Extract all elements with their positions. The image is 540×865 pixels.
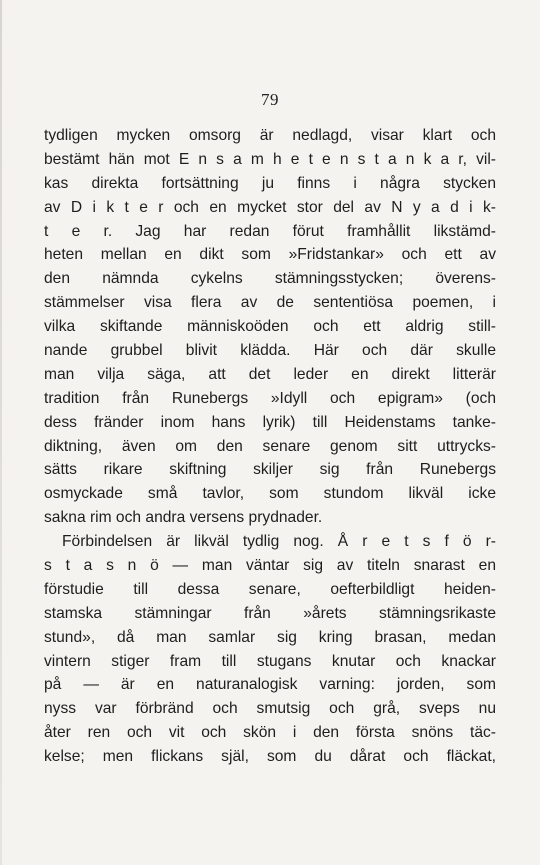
text-line: sätts rikare skiftning skiljer sig från Runebergs <box>44 461 496 479</box>
text-line: stamska stämningar från »årets stämningsrikaste <box>44 604 496 622</box>
text-line: förstudie till dessa senare, oefterbildligt heiden- <box>44 580 496 598</box>
text-line: man vilja säga, att det leder en direkt litterär <box>44 365 496 383</box>
page-edge <box>0 0 2 865</box>
text-line: osmyckade små tavlor, som stundom likväl icke <box>44 485 496 503</box>
text-line: sakna rim och andra versens prydnader. <box>44 509 323 527</box>
text-line: bestämt hän mot E n s a m h e t e n s t a n k a r, vil- <box>44 150 496 168</box>
text-line: dess fränder inom hans lyrik) till Heidenstams tanke- <box>44 413 496 431</box>
text-line: diktning, även om den senare genom sitt uttrycks- <box>44 437 496 455</box>
text-line: tradition från Runebergs »Idyll och epigram» (och <box>44 389 496 407</box>
text-line: på — är en naturanalogisk varning: jorden, som <box>44 676 496 694</box>
text-line: stund», då man samlar sig kring brasan, medan <box>44 628 496 646</box>
text-line: nande grubbel blivit klädda. Här och där skulle <box>44 342 496 360</box>
text-line: t e r. Jag har redan förut framhållit likstämd- <box>44 222 496 240</box>
text-line: kelse; men flickans själ, som du dårat och fläckat, <box>44 748 496 766</box>
text-line: den nämnda cykelns stämningsstycken; överens- <box>44 270 496 288</box>
text-line: kas direkta fortsättning ju finns i några stycken <box>44 174 496 192</box>
text-line: tydligen mycken omsorg är nedlagd, visar klart och <box>44 127 496 144</box>
page-number: 79 <box>261 90 279 109</box>
text-line: åter ren och vit och skön i den första snöns täc- <box>44 724 496 742</box>
text-line: av D i k t e r och en mycket stor del av N y a d i k- <box>44 198 496 216</box>
text-line: nyss var förbränd och smutsig och grå, sveps nu <box>44 700 496 718</box>
text-line: Förbindelsen är likväl tydlig nog. Å r e t s f ö r- <box>62 533 496 551</box>
text-line: vilka skiftande människoöden och ett aldrig still- <box>44 318 496 336</box>
body-text <box>44 124 496 769</box>
text-line: stämmelser visa flera av de sententiösa poemen, i <box>44 294 496 312</box>
text-line: vintern stiger fram till stugans knutar och knackar <box>44 652 496 670</box>
text-line: heten mellan en dikt som »Fridstankar» och ett av <box>44 246 496 264</box>
text-line: s t a s n ö — man väntar sig av titeln snarast en <box>44 557 496 575</box>
